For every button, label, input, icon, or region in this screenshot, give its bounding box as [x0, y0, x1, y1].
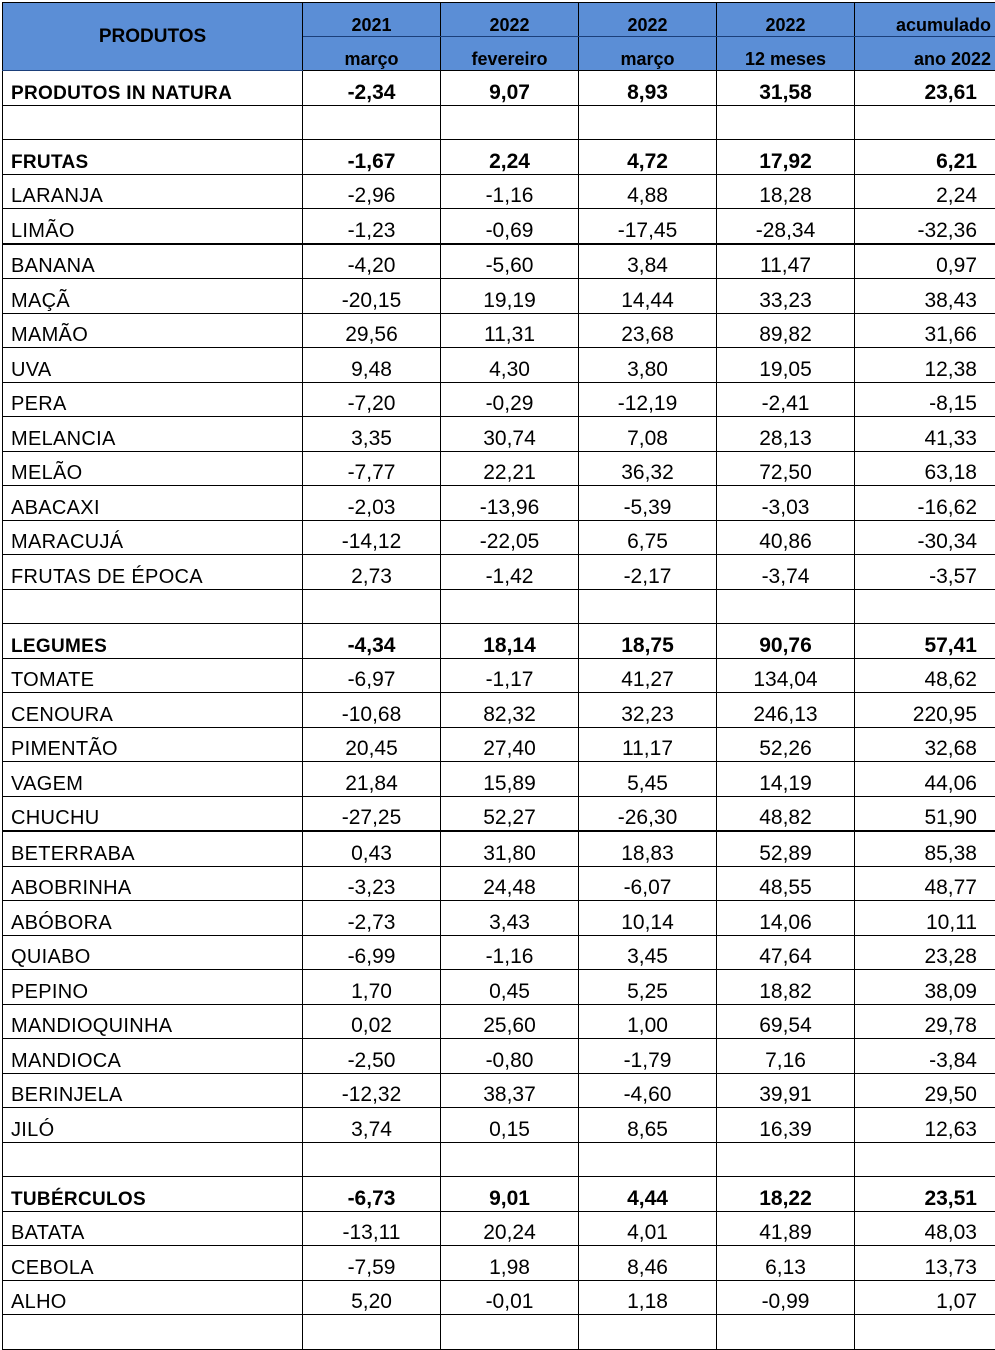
product-name: BETERRABA: [3, 831, 303, 866]
value-cell: 39,91: [717, 1073, 855, 1108]
value-cell: 4,88: [579, 174, 717, 209]
header-year: acumulado: [855, 3, 995, 37]
value-cell: -2,03: [303, 486, 441, 521]
table-row: [3, 382, 995, 417]
value-cell: [441, 1142, 579, 1177]
product-name: [3, 1315, 303, 1350]
value-cell: -7,20: [303, 382, 441, 417]
value-cell: 246,13: [717, 693, 855, 728]
value-cell: 0,43: [303, 831, 441, 866]
value-cell: 3,45: [579, 935, 717, 970]
header-period: fevereiro: [441, 37, 579, 71]
value-cell: 29,50: [855, 1073, 995, 1108]
table-row: [3, 831, 995, 866]
value-cell: 18,22: [717, 1177, 855, 1212]
value-cell: 28,13: [717, 417, 855, 452]
value-cell: 29,56: [303, 313, 441, 348]
table-row: [3, 866, 995, 901]
value-cell: 18,75: [579, 624, 717, 659]
table-row: [3, 174, 995, 209]
value-cell: -3,23: [303, 866, 441, 901]
value-cell: 220,95: [855, 693, 995, 728]
value-cell: 3,74: [303, 1108, 441, 1143]
value-cell: 3,80: [579, 348, 717, 383]
value-cell: 13,73: [855, 1246, 995, 1281]
value-cell: 20,45: [303, 727, 441, 762]
header-year: 2022: [579, 3, 717, 37]
value-cell: 63,18: [855, 451, 995, 486]
value-cell: -6,73: [303, 1177, 441, 1212]
product-name: [3, 1142, 303, 1177]
blank-row: [3, 589, 995, 624]
table-row: [3, 209, 995, 244]
value-cell: 5,45: [579, 762, 717, 797]
value-cell: -20,15: [303, 279, 441, 314]
value-cell: 48,55: [717, 866, 855, 901]
value-cell: 38,09: [855, 970, 995, 1005]
value-cell: 31,80: [441, 831, 579, 866]
value-cell: 12,63: [855, 1108, 995, 1143]
header-year: 2021: [303, 3, 441, 37]
value-cell: 33,23: [717, 279, 855, 314]
table-row: [3, 935, 995, 970]
value-cell: 38,37: [441, 1073, 579, 1108]
value-cell: 11,17: [579, 727, 717, 762]
product-name: TUBÉRCULOS: [3, 1177, 303, 1212]
value-cell: [579, 589, 717, 624]
value-cell: 3,43: [441, 901, 579, 936]
value-cell: -2,73: [303, 901, 441, 936]
table-row: [3, 693, 995, 728]
value-cell: 21,84: [303, 762, 441, 797]
value-cell: 7,16: [717, 1039, 855, 1074]
value-cell: 1,18: [579, 1280, 717, 1315]
value-cell: 17,92: [717, 140, 855, 175]
table-row: [3, 520, 995, 555]
value-cell: 85,38: [855, 831, 995, 866]
value-cell: 2,24: [855, 174, 995, 209]
table-row: [3, 901, 995, 936]
table-row: [3, 1280, 995, 1315]
blank-row: [3, 1315, 995, 1350]
value-cell: [855, 105, 995, 140]
value-cell: 36,32: [579, 451, 717, 486]
value-cell: 5,20: [303, 1280, 441, 1315]
value-cell: 6,21: [855, 140, 995, 175]
table-row: [3, 555, 995, 590]
value-cell: 23,51: [855, 1177, 995, 1212]
value-cell: 15,89: [441, 762, 579, 797]
value-cell: 0,45: [441, 970, 579, 1005]
product-name: ABACAXI: [3, 486, 303, 521]
value-cell: -3,84: [855, 1039, 995, 1074]
value-cell: 22,21: [441, 451, 579, 486]
table-row: [3, 244, 995, 279]
product-name: CEBOLA: [3, 1246, 303, 1281]
product-name: PEPINO: [3, 970, 303, 1005]
table-row: [3, 1039, 995, 1074]
value-cell: -3,74: [717, 555, 855, 590]
blank-row: [3, 105, 995, 140]
group-total-row: [3, 140, 995, 175]
product-name: CENOURA: [3, 693, 303, 728]
value-cell: 3,35: [303, 417, 441, 452]
value-cell: 12,38: [855, 348, 995, 383]
value-cell: -2,17: [579, 555, 717, 590]
value-cell: 134,04: [717, 658, 855, 693]
value-cell: 0,15: [441, 1108, 579, 1143]
value-cell: -4,34: [303, 624, 441, 659]
blank-row: [3, 1142, 995, 1177]
value-cell: 8,65: [579, 1108, 717, 1143]
value-cell: 1,98: [441, 1246, 579, 1281]
value-cell: 8,93: [579, 71, 717, 106]
table-row: [3, 1073, 995, 1108]
table-row: [3, 658, 995, 693]
value-cell: 52,89: [717, 831, 855, 866]
value-cell: 0,97: [855, 244, 995, 279]
value-cell: -6,99: [303, 935, 441, 970]
value-cell: -27,25: [303, 796, 441, 831]
group-total-row: [3, 624, 995, 659]
table-row: [3, 796, 995, 831]
value-cell: -3,57: [855, 555, 995, 590]
value-cell: 2,73: [303, 555, 441, 590]
value-cell: 29,78: [855, 1004, 995, 1039]
value-cell: 4,30: [441, 348, 579, 383]
table-row: [3, 762, 995, 797]
product-name: FRUTAS: [3, 140, 303, 175]
product-name: LIMÃO: [3, 209, 303, 244]
value-cell: -1,16: [441, 935, 579, 970]
value-cell: -13,11: [303, 1211, 441, 1246]
value-cell: 1,00: [579, 1004, 717, 1039]
table-header: [3, 3, 995, 71]
value-cell: -2,34: [303, 71, 441, 106]
value-cell: -26,30: [579, 796, 717, 831]
value-cell: 32,68: [855, 727, 995, 762]
value-cell: -7,77: [303, 451, 441, 486]
value-cell: 10,14: [579, 901, 717, 936]
value-cell: 14,44: [579, 279, 717, 314]
product-name: MELANCIA: [3, 417, 303, 452]
value-cell: -1,79: [579, 1039, 717, 1074]
value-cell: 1,07: [855, 1280, 995, 1315]
product-name: CHUCHU: [3, 796, 303, 831]
product-name: PRODUTOS IN NATURA: [3, 71, 303, 106]
product-name: MARACUJÁ: [3, 520, 303, 555]
header-period: março: [303, 37, 441, 71]
value-cell: 89,82: [717, 313, 855, 348]
value-cell: 5,25: [579, 970, 717, 1005]
value-cell: [303, 1142, 441, 1177]
value-cell: -8,15: [855, 382, 995, 417]
value-cell: -7,59: [303, 1246, 441, 1281]
value-cell: 31,58: [717, 71, 855, 106]
table-body: [3, 71, 995, 1350]
value-cell: 7,08: [579, 417, 717, 452]
value-cell: [717, 1142, 855, 1177]
value-cell: -0,80: [441, 1039, 579, 1074]
product-name: [3, 589, 303, 624]
value-cell: 40,86: [717, 520, 855, 555]
product-name: TOMATE: [3, 658, 303, 693]
product-name: LEGUMES: [3, 624, 303, 659]
value-cell: -5,39: [579, 486, 717, 521]
value-cell: [717, 1315, 855, 1350]
value-cell: 10,11: [855, 901, 995, 936]
value-cell: -6,97: [303, 658, 441, 693]
table-row: [3, 313, 995, 348]
value-cell: -3,03: [717, 486, 855, 521]
value-cell: [717, 589, 855, 624]
value-cell: -13,96: [441, 486, 579, 521]
value-cell: 20,24: [441, 1211, 579, 1246]
value-cell: [579, 105, 717, 140]
product-name: ABOBRINHA: [3, 866, 303, 901]
value-cell: -2,50: [303, 1039, 441, 1074]
value-cell: 32,23: [579, 693, 717, 728]
value-cell: -10,68: [303, 693, 441, 728]
value-cell: 27,40: [441, 727, 579, 762]
value-cell: 4,01: [579, 1211, 717, 1246]
value-cell: 9,48: [303, 348, 441, 383]
value-cell: 1,70: [303, 970, 441, 1005]
value-cell: 52,26: [717, 727, 855, 762]
value-cell: -0,99: [717, 1280, 855, 1315]
value-cell: 48,62: [855, 658, 995, 693]
value-cell: -32,36: [855, 209, 995, 244]
value-cell: 23,68: [579, 313, 717, 348]
value-cell: -0,01: [441, 1280, 579, 1315]
value-cell: 69,54: [717, 1004, 855, 1039]
value-cell: 18,83: [579, 831, 717, 866]
value-cell: 14,06: [717, 901, 855, 936]
value-cell: 18,82: [717, 970, 855, 1005]
value-cell: 23,28: [855, 935, 995, 970]
table-row: [3, 727, 995, 762]
value-cell: 52,27: [441, 796, 579, 831]
table-row: [3, 1246, 995, 1281]
value-cell: 47,64: [717, 935, 855, 970]
value-cell: -22,05: [441, 520, 579, 555]
product-name: MAMÃO: [3, 313, 303, 348]
value-cell: 11,47: [717, 244, 855, 279]
value-cell: 72,50: [717, 451, 855, 486]
value-cell: 41,27: [579, 658, 717, 693]
value-cell: -17,45: [579, 209, 717, 244]
product-name: LARANJA: [3, 174, 303, 209]
product-name: FRUTAS DE ÉPOCA: [3, 555, 303, 590]
value-cell: -12,19: [579, 382, 717, 417]
product-name: PERA: [3, 382, 303, 417]
value-cell: 38,43: [855, 279, 995, 314]
value-cell: -1,17: [441, 658, 579, 693]
value-cell: -1,23: [303, 209, 441, 244]
header-produtos: PRODUTOS: [3, 3, 303, 71]
value-cell: [579, 1142, 717, 1177]
value-cell: 4,44: [579, 1177, 717, 1212]
product-name: BANANA: [3, 244, 303, 279]
value-cell: 9,07: [441, 71, 579, 106]
value-cell: 19,19: [441, 279, 579, 314]
value-cell: [441, 589, 579, 624]
value-cell: 41,89: [717, 1211, 855, 1246]
value-cell: [441, 105, 579, 140]
value-cell: 24,48: [441, 866, 579, 901]
value-cell: 30,74: [441, 417, 579, 452]
product-name: MAÇÃ: [3, 279, 303, 314]
header-period: 12 meses: [717, 37, 855, 71]
value-cell: [303, 589, 441, 624]
table-row: [3, 486, 995, 521]
value-cell: 6,75: [579, 520, 717, 555]
table-row: [3, 279, 995, 314]
group-total-row: [3, 1177, 995, 1212]
value-cell: [303, 105, 441, 140]
value-cell: -1,42: [441, 555, 579, 590]
value-cell: -12,32: [303, 1073, 441, 1108]
value-cell: 23,61: [855, 71, 995, 106]
value-cell: 8,46: [579, 1246, 717, 1281]
value-cell: 51,90: [855, 796, 995, 831]
value-cell: 48,82: [717, 796, 855, 831]
value-cell: -2,41: [717, 382, 855, 417]
product-name: MANDIOCA: [3, 1039, 303, 1074]
value-cell: 9,01: [441, 1177, 579, 1212]
value-cell: 14,19: [717, 762, 855, 797]
value-cell: 90,76: [717, 624, 855, 659]
value-cell: 82,32: [441, 693, 579, 728]
value-cell: 0,02: [303, 1004, 441, 1039]
value-cell: -6,07: [579, 866, 717, 901]
header-period: ano 2022: [855, 37, 995, 71]
header-period: março: [579, 37, 717, 71]
header-year: 2022: [717, 3, 855, 37]
value-cell: [855, 1315, 995, 1350]
product-name: VAGEM: [3, 762, 303, 797]
value-cell: [855, 1142, 995, 1177]
table-row: [3, 970, 995, 1005]
product-name: UVA: [3, 348, 303, 383]
value-cell: 44,06: [855, 762, 995, 797]
value-cell: -0,69: [441, 209, 579, 244]
product-name: BATATA: [3, 1211, 303, 1246]
product-name: ABÓBORA: [3, 901, 303, 936]
value-cell: 3,84: [579, 244, 717, 279]
value-cell: [441, 1315, 579, 1350]
value-cell: -2,96: [303, 174, 441, 209]
value-cell: [717, 105, 855, 140]
value-cell: -1,16: [441, 174, 579, 209]
value-cell: 48,77: [855, 866, 995, 901]
group-total-row: [3, 71, 995, 106]
value-cell: -14,12: [303, 520, 441, 555]
value-cell: 31,66: [855, 313, 995, 348]
product-name: ALHO: [3, 1280, 303, 1315]
price-table: [2, 2, 995, 1350]
value-cell: 2,24: [441, 140, 579, 175]
table-row: [3, 1108, 995, 1143]
value-cell: 18,28: [717, 174, 855, 209]
value-cell: 16,39: [717, 1108, 855, 1143]
value-cell: 57,41: [855, 624, 995, 659]
value-cell: 11,31: [441, 313, 579, 348]
value-cell: -28,34: [717, 209, 855, 244]
product-name: MANDIOQUINHA: [3, 1004, 303, 1039]
value-cell: 4,72: [579, 140, 717, 175]
value-cell: -0,29: [441, 382, 579, 417]
header-year: 2022: [441, 3, 579, 37]
product-name: PIMENTÃO: [3, 727, 303, 762]
table-row: [3, 1004, 995, 1039]
table-row: [3, 451, 995, 486]
value-cell: -16,62: [855, 486, 995, 521]
value-cell: -4,20: [303, 244, 441, 279]
value-cell: [579, 1315, 717, 1350]
product-name: JILÓ: [3, 1108, 303, 1143]
product-name: MELÃO: [3, 451, 303, 486]
value-cell: -5,60: [441, 244, 579, 279]
product-name: QUIABO: [3, 935, 303, 970]
table-row: [3, 348, 995, 383]
value-cell: 19,05: [717, 348, 855, 383]
table-row: [3, 1211, 995, 1246]
value-cell: 18,14: [441, 624, 579, 659]
value-cell: 48,03: [855, 1211, 995, 1246]
value-cell: 41,33: [855, 417, 995, 452]
value-cell: -30,34: [855, 520, 995, 555]
table-row: [3, 417, 995, 452]
value-cell: -4,60: [579, 1073, 717, 1108]
value-cell: 6,13: [717, 1246, 855, 1281]
value-cell: -1,67: [303, 140, 441, 175]
product-name: [3, 105, 303, 140]
product-name: BERINJELA: [3, 1073, 303, 1108]
value-cell: [303, 1315, 441, 1350]
value-cell: 25,60: [441, 1004, 579, 1039]
value-cell: [855, 589, 995, 624]
